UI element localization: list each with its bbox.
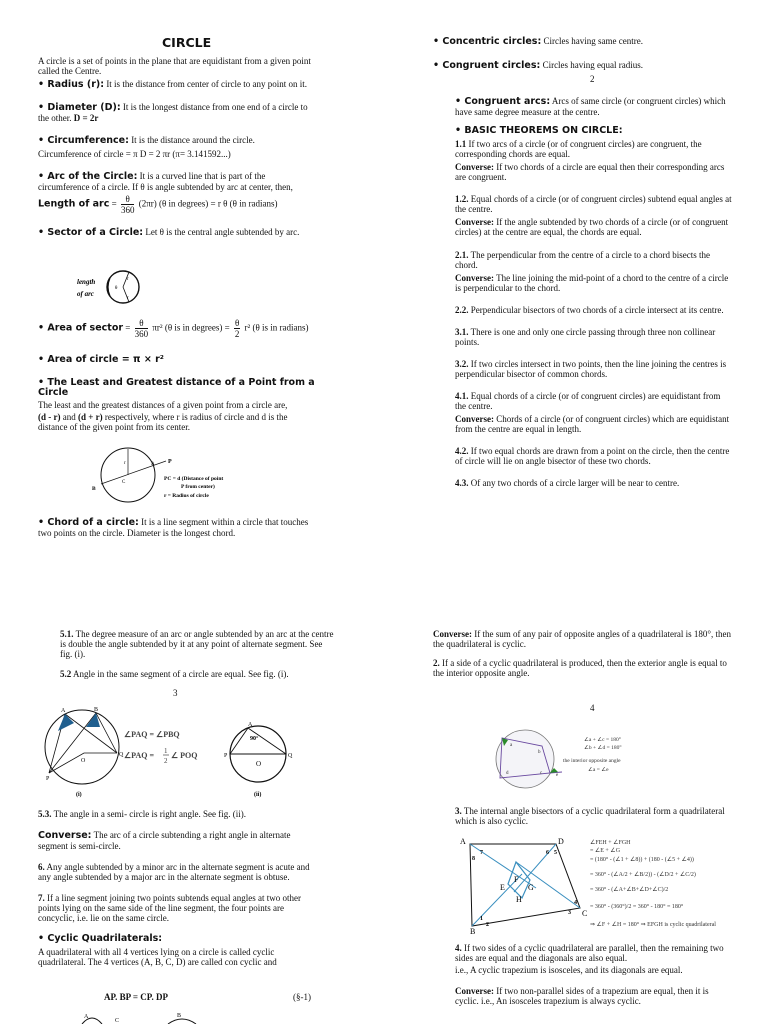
sector-text: Let θ is the central angle subtended by arc. bbox=[143, 227, 300, 237]
theorem-3-2 bbox=[455, 359, 733, 379]
label-g: G bbox=[528, 883, 534, 892]
chord-def bbox=[38, 517, 318, 549]
angle-2: 2 bbox=[486, 922, 489, 928]
theorem-number: 4.3. bbox=[455, 478, 469, 488]
math-line: = (180° - (∠1 + ∠8)) + (180 - (∠5 + ∠4)) bbox=[590, 857, 694, 863]
page4-column bbox=[455, 943, 733, 1017]
converse-label: Converse: bbox=[38, 830, 92, 841]
sector-figure bbox=[74, 268, 144, 308]
theorem-text: Angle in the same segment of a circle are equal. See fig. (i). bbox=[71, 669, 289, 679]
area-sector-end: r² (θ is in radians) bbox=[242, 322, 309, 333]
diameter-def bbox=[38, 102, 318, 123]
label-a: A bbox=[61, 708, 66, 714]
angle-5: 5 bbox=[554, 850, 557, 856]
angle-3: 3 bbox=[568, 910, 571, 916]
angle-7: 7 bbox=[480, 850, 483, 856]
label-b: b bbox=[538, 750, 541, 755]
theorem-text: The internal angle bisectors of a cyclic quadrilateral form a quadrilateral which is also cyclic. bbox=[455, 806, 725, 826]
theorem-number: 3.1. bbox=[455, 327, 469, 337]
radius-def bbox=[38, 79, 318, 90]
theorem-5-3 bbox=[38, 809, 318, 819]
page1-column-b bbox=[38, 318, 318, 443]
page2-top bbox=[433, 36, 733, 71]
theorem-number: 3. bbox=[455, 806, 462, 816]
equals-sign: = bbox=[109, 198, 119, 209]
arc-text: It is a curved line that is part of the circumference of a circle. If θ is angle subtended by arc at center, then, bbox=[38, 171, 293, 192]
secant-line bbox=[101, 461, 166, 484]
math-line: = 360° - (∠A+∠B+∠D+∠C)/2 bbox=[590, 887, 669, 893]
theorem-4-2 bbox=[455, 446, 733, 466]
note-line: PC = d (Distance of point bbox=[164, 476, 224, 482]
converse-5-3 bbox=[38, 830, 318, 851]
page-number: 4 bbox=[590, 703, 595, 713]
converse-label: Converse: bbox=[455, 986, 494, 996]
theorem-2 bbox=[433, 658, 733, 678]
label-e: e bbox=[556, 773, 559, 778]
theorem-number: 2.1. bbox=[455, 250, 469, 260]
converse-label: Converse: bbox=[455, 162, 494, 172]
circumference-def bbox=[38, 135, 318, 146]
theorem-1-2 bbox=[455, 194, 733, 214]
converse-text: If two non-parallel sides of a trapezium are equal, then it is cyclic. i.e., An isosceles trapezium is always cyclic. bbox=[455, 986, 709, 1006]
length-label: length bbox=[77, 278, 96, 286]
concentric-text: Circles having same centre. bbox=[541, 36, 643, 46]
radius-r-label: r bbox=[124, 461, 126, 466]
area-sector: • Area of sector = $\frac{\theta}{360}$ πr² (θ is in degrees) = $\frac{\theta}{2}$ r² (θ is in radians) bbox=[38, 318, 309, 339]
math-line: ⇒ ∠F + ∠H = 180° ⇒ EFGH is cyclic quadrilateral bbox=[590, 922, 716, 928]
math-line: ∠FEH + ∠FGH bbox=[590, 840, 631, 846]
numerator: θ bbox=[234, 318, 240, 328]
theorem-4 bbox=[455, 943, 733, 963]
theorem-2-1 bbox=[455, 250, 733, 270]
label-q-ii: Q bbox=[288, 753, 293, 759]
point-b-label: B bbox=[92, 486, 96, 492]
cyclic-heading: • Cyclic Quadrilaterals: bbox=[38, 933, 163, 944]
converse-1-1 bbox=[455, 162, 733, 182]
ofarc-label: of arc bbox=[77, 290, 94, 298]
note-line: P from center) bbox=[181, 484, 215, 490]
least-term: (d - r) bbox=[38, 412, 61, 422]
page1-column bbox=[38, 56, 318, 249]
label-d: d bbox=[506, 771, 509, 776]
converse-label: Converse: bbox=[433, 629, 472, 639]
label-b: B bbox=[94, 707, 99, 713]
intro-text: A circle is a set of points in the plane that are equidistant from a given point called the Centre. bbox=[38, 56, 311, 76]
theorem-number: 7. bbox=[38, 893, 45, 903]
theorem-text: The angle in a semi- circle is right angle. See fig. (ii). bbox=[51, 809, 247, 819]
theorem-text: Any angle subtended by a minor arc in the alternate segment is acute and any angle subtended by a major arc in the alternate segment is obtuse. bbox=[38, 862, 310, 882]
converse-2-1 bbox=[455, 273, 733, 293]
theta-label: θ bbox=[115, 286, 118, 291]
theorem-text: Of any two chords of a circle larger will be near to centre. bbox=[468, 478, 680, 488]
diameter-text: It is the longest distance from one end of a circle to the other. bbox=[38, 102, 308, 123]
arc-length-formula bbox=[38, 194, 318, 215]
theorem-number: 5.3. bbox=[38, 809, 52, 819]
label-b: B bbox=[177, 1013, 182, 1019]
cyclic-partial-figure bbox=[78, 1008, 208, 1024]
least-text-2 bbox=[38, 412, 318, 432]
congruent-arcs-text: Arcs of same circle (or congruent circles) which have same degree measure at the centre. bbox=[455, 96, 726, 117]
page4-top bbox=[433, 629, 733, 689]
cyclic-text: A quadrilateral with all 4 vertices lying on a circle is called cyclic quadrilateral. The 4 vertices (A, B, C, D) are called con cyclic and bbox=[38, 947, 277, 967]
circle-arc bbox=[168, 1019, 196, 1024]
circumference-text: It is the distance around the circle. bbox=[128, 135, 255, 145]
converse-text: Chords of a circle (or of congruent circles) which are equidistant from the centre are equal in length. bbox=[455, 414, 730, 434]
congruent-arcs-label: • Congruent arcs: bbox=[455, 96, 551, 107]
label-a-ii: A bbox=[248, 722, 253, 728]
page-number: 3 bbox=[173, 688, 178, 698]
r-label: r bbox=[127, 296, 129, 301]
bisector-figure bbox=[456, 832, 756, 936]
theorem-text: If two equal chords are drawn from a point on the circle, then the centre of circle will lie on angle bisector of these two chords. bbox=[455, 446, 730, 466]
theorem-text: Equal chords of a circle (or of congruent circles) are equidistant from the centre. bbox=[455, 391, 721, 411]
label-c: C bbox=[115, 1018, 120, 1024]
math-line: = 360° - (∠A/2 + ∠B/2)) - (∠D/2 + ∠C/2) bbox=[590, 872, 696, 878]
note-line: r = Radius of circle bbox=[164, 493, 209, 499]
right-angle-label: 90° bbox=[250, 736, 259, 742]
theorem-4-1 bbox=[455, 391, 733, 411]
note-2: ∠b + ∠d = 180° bbox=[584, 745, 622, 751]
theorem-text: The perpendicular from the centre of a circle to a chord bisects the chord. bbox=[455, 250, 710, 270]
note-4: ∠a = ∠e bbox=[588, 767, 609, 773]
converse-label: Converse: bbox=[455, 273, 494, 283]
converse-cyclic bbox=[433, 629, 733, 649]
fig-i-caption: (i) bbox=[76, 792, 82, 798]
converse-text: If the sum of any pair of opposite angles of a quadrilateral is 180°, then the quadrilateral is cyclic. bbox=[433, 629, 732, 649]
label-a: A bbox=[84, 1014, 89, 1020]
theorem-number: 2. bbox=[433, 658, 440, 668]
angle-4: 4 bbox=[574, 900, 577, 906]
note-3: the interior opposite angle bbox=[563, 758, 621, 764]
congruent-label: • Congruent circles: bbox=[433, 60, 541, 71]
r-label: r bbox=[127, 277, 129, 282]
theorem-number: 6. bbox=[38, 862, 45, 872]
exterior-angle-figure bbox=[488, 728, 688, 790]
theorem-text: The degree measure of an arc or angle subtended by an arc at the centre is double the angle subtended by it at any point of alternate segment. See fig. (i). bbox=[60, 629, 334, 659]
radius-label: • Radius (r): bbox=[38, 79, 105, 90]
label-a: A bbox=[460, 837, 466, 846]
concentric-def bbox=[433, 36, 733, 47]
label-f: F bbox=[514, 875, 519, 884]
label-h: H bbox=[516, 895, 522, 904]
math-line: = 360° - (360°)/2 = 360° - 180° = 180° bbox=[590, 904, 684, 910]
theorem-5-2 bbox=[60, 669, 335, 679]
angle-b-fill bbox=[86, 713, 100, 727]
theta-over-360 bbox=[121, 194, 135, 215]
circumference-formula: Circumference of circle = π D = 2 πr (π= 3.141592...) bbox=[38, 149, 231, 159]
math-line: = ∠E + ∠G bbox=[590, 848, 621, 854]
page-number: 2 bbox=[590, 74, 595, 84]
theta-over-2 bbox=[234, 318, 240, 339]
theorem-7 bbox=[38, 893, 318, 923]
theorem-number: 3.2. bbox=[455, 359, 469, 369]
inner-quadrilateral bbox=[508, 862, 530, 898]
formula-ref: (§-1) bbox=[293, 992, 311, 1002]
numerator: θ bbox=[121, 194, 135, 205]
label-c: C bbox=[582, 909, 588, 918]
outer-quadrilateral bbox=[470, 844, 580, 926]
distance-figure bbox=[88, 446, 258, 504]
label-o: O bbox=[81, 758, 86, 764]
page3-column bbox=[38, 809, 318, 969]
label-b: B bbox=[470, 927, 476, 936]
label-a: a bbox=[510, 743, 513, 748]
page-title: CIRCLE bbox=[162, 35, 212, 50]
converse-text: If the angle subtended by two chords of a circle (or of congruent circles) at the centre are equal, the chords are equal. bbox=[455, 217, 729, 237]
converse-label: Converse: bbox=[455, 217, 494, 227]
converse-text: The arc of a circle subtending a right angle in alternate segment is semi-circle. bbox=[38, 830, 291, 851]
numerator: θ bbox=[135, 318, 149, 329]
theorem-4-3 bbox=[455, 478, 733, 488]
theorem-text: If two sides of a cyclic quadrilateral are parallel, then the remaining two sides are equal and the diagonals are also equal. bbox=[455, 943, 724, 963]
equation-2a: ∠PAQ = bbox=[124, 751, 155, 760]
theorem-1-1 bbox=[455, 139, 733, 159]
arc-def bbox=[38, 171, 318, 192]
angle-1: 1 bbox=[480, 916, 483, 922]
center-c-label: C bbox=[122, 480, 126, 485]
angle-6: 6 bbox=[546, 850, 549, 856]
arc-length-rest: (2πr) (θ in degrees) = r θ (θ in radians) bbox=[136, 198, 278, 209]
area-circle: • Area of circle = π × r² bbox=[38, 354, 164, 365]
label-c: c bbox=[540, 771, 543, 776]
theorem-text: Perpendicular bisectors of two chords of a circle intersect at its centre. bbox=[468, 305, 724, 315]
area-sector-mid: πr² (θ is in degrees) = bbox=[150, 322, 232, 333]
fraction-two: 2 bbox=[164, 757, 168, 765]
greatest-term: (d + r) bbox=[78, 412, 103, 422]
fig-ii-caption: (ii) bbox=[254, 792, 262, 798]
theorem-text: If two circles intersect in two points, then the line joining the centres is perpendicular bisector of common chords. bbox=[455, 359, 727, 379]
label-o-ii: O bbox=[256, 760, 262, 768]
sector-def bbox=[38, 227, 318, 238]
theorem-6 bbox=[38, 862, 318, 882]
angle-8: 8 bbox=[472, 856, 475, 862]
chord-label: • Chord of a circle: bbox=[38, 517, 139, 528]
converse-1-2 bbox=[455, 217, 733, 237]
sector-label: • Sector of a Circle: bbox=[38, 227, 144, 238]
least-text: The least and the greatest distances of a given point from a circle are, bbox=[38, 400, 288, 410]
angle-figures bbox=[36, 703, 320, 799]
theorem-number: 4.1. bbox=[455, 391, 469, 401]
converse-4 bbox=[455, 986, 733, 1006]
label-q: Q bbox=[119, 752, 124, 758]
theorem-text: If two arcs of a circle (or of congruent circles) are congruent, the corresponding chords are equal. bbox=[455, 139, 702, 159]
theta-over-360 bbox=[135, 318, 149, 339]
label-p-ii: P bbox=[224, 753, 228, 759]
denominator: 2 bbox=[234, 329, 240, 339]
label-p: P bbox=[46, 776, 50, 782]
theorem-5-1 bbox=[60, 629, 335, 659]
area-sector-label: • Area of sector bbox=[38, 322, 124, 334]
equation-1: ∠PAQ = ∠PBQ bbox=[124, 730, 180, 739]
arc-length-label: Length of arc bbox=[38, 198, 110, 210]
theorem-text: If a line segment joining two points subtends equal angles at two other points lying on the same side of the line segment, the four points are concyclic, i.e. lie on the same circle. bbox=[38, 893, 301, 923]
equation-2b: ∠ POQ bbox=[171, 751, 198, 760]
converse-text: If two chords of a circle are equal then their corresponding arcs are congruent. bbox=[455, 162, 725, 182]
chord-text bbox=[38, 517, 318, 538]
congruent-arcs-def bbox=[455, 96, 733, 117]
chord-body: It is a line segment within a circle that touches two points on the circle. Diameter is the longest chord. bbox=[38, 517, 309, 538]
note-1: ∠a + ∠c = 180° bbox=[584, 737, 621, 743]
theorem-number: 4.2. bbox=[455, 446, 469, 456]
cyclic-formula: AP. BP = CP. DP bbox=[104, 992, 168, 1002]
point-p-label: P bbox=[168, 459, 172, 465]
basic-theorems-heading: • BASIC THEOREMS ON CIRCLE: bbox=[455, 125, 623, 136]
theorem-3 bbox=[455, 806, 733, 826]
theorem-3-1 bbox=[455, 327, 733, 347]
least-greatest-heading: • The Least and Greatest distance of a Point from a Circle bbox=[38, 377, 315, 398]
page2-column bbox=[455, 96, 733, 499]
radius-text: It is the distance from center of circle to any point on it. bbox=[104, 79, 307, 89]
theorem-text: If a side of a cyclic quadrilateral is produced, then the exterior angle is equal to the interior opposite angle. bbox=[433, 658, 727, 678]
denominator: 360 bbox=[134, 329, 149, 339]
fraction-one: 1 bbox=[164, 747, 168, 755]
circumference-label: • Circumference: bbox=[38, 135, 129, 146]
theorem-number: 1.2. bbox=[455, 194, 469, 204]
diameter-formula: D = 2r bbox=[73, 113, 99, 123]
label-e: E bbox=[500, 883, 505, 892]
converse-text: The line joining the mid-point of a chord to the centre of a circle is perpendicular to the chord. bbox=[455, 273, 729, 293]
angle-bisectors bbox=[470, 844, 580, 926]
arc-label: • Arc of the Circle: bbox=[38, 171, 138, 182]
label-d: D bbox=[558, 837, 564, 846]
theorem-number: 4. bbox=[455, 943, 462, 953]
congruent-def bbox=[433, 60, 733, 71]
and-text: and bbox=[60, 412, 78, 422]
theorem-text: Equal chords of a circle (or of congruent circles) subtend equal angles at the centre. bbox=[455, 194, 732, 214]
denominator: 360 bbox=[120, 205, 135, 215]
concentric-label: • Concentric circles: bbox=[433, 36, 542, 47]
least-text-rest: respectively, where r is radius of circle and d is the distance of the given point from its center. bbox=[38, 412, 288, 432]
theorem-2-2 bbox=[455, 305, 733, 315]
page3-top bbox=[60, 629, 335, 679]
diameter-label: • Diameter (D): bbox=[38, 102, 121, 113]
theorem-number: 2.2. bbox=[455, 305, 469, 315]
theorem-4-note: i.e., A cyclic trapezium is isosceles, and its diagonals are equal. bbox=[455, 965, 683, 975]
congruent-text: Circles having equal radius. bbox=[540, 60, 644, 70]
chords-i bbox=[49, 713, 117, 773]
theorem-number: 5.1. bbox=[60, 629, 74, 639]
theorem-text: There is one and only one circle passing through three non collinear points. bbox=[455, 327, 716, 347]
converse-label: Converse: bbox=[455, 414, 494, 424]
converse-4-1 bbox=[455, 414, 733, 434]
theorem-number: 1.1 bbox=[455, 139, 467, 149]
theorem-number: 5.2 bbox=[60, 669, 72, 679]
point-a-label: A bbox=[151, 462, 155, 467]
